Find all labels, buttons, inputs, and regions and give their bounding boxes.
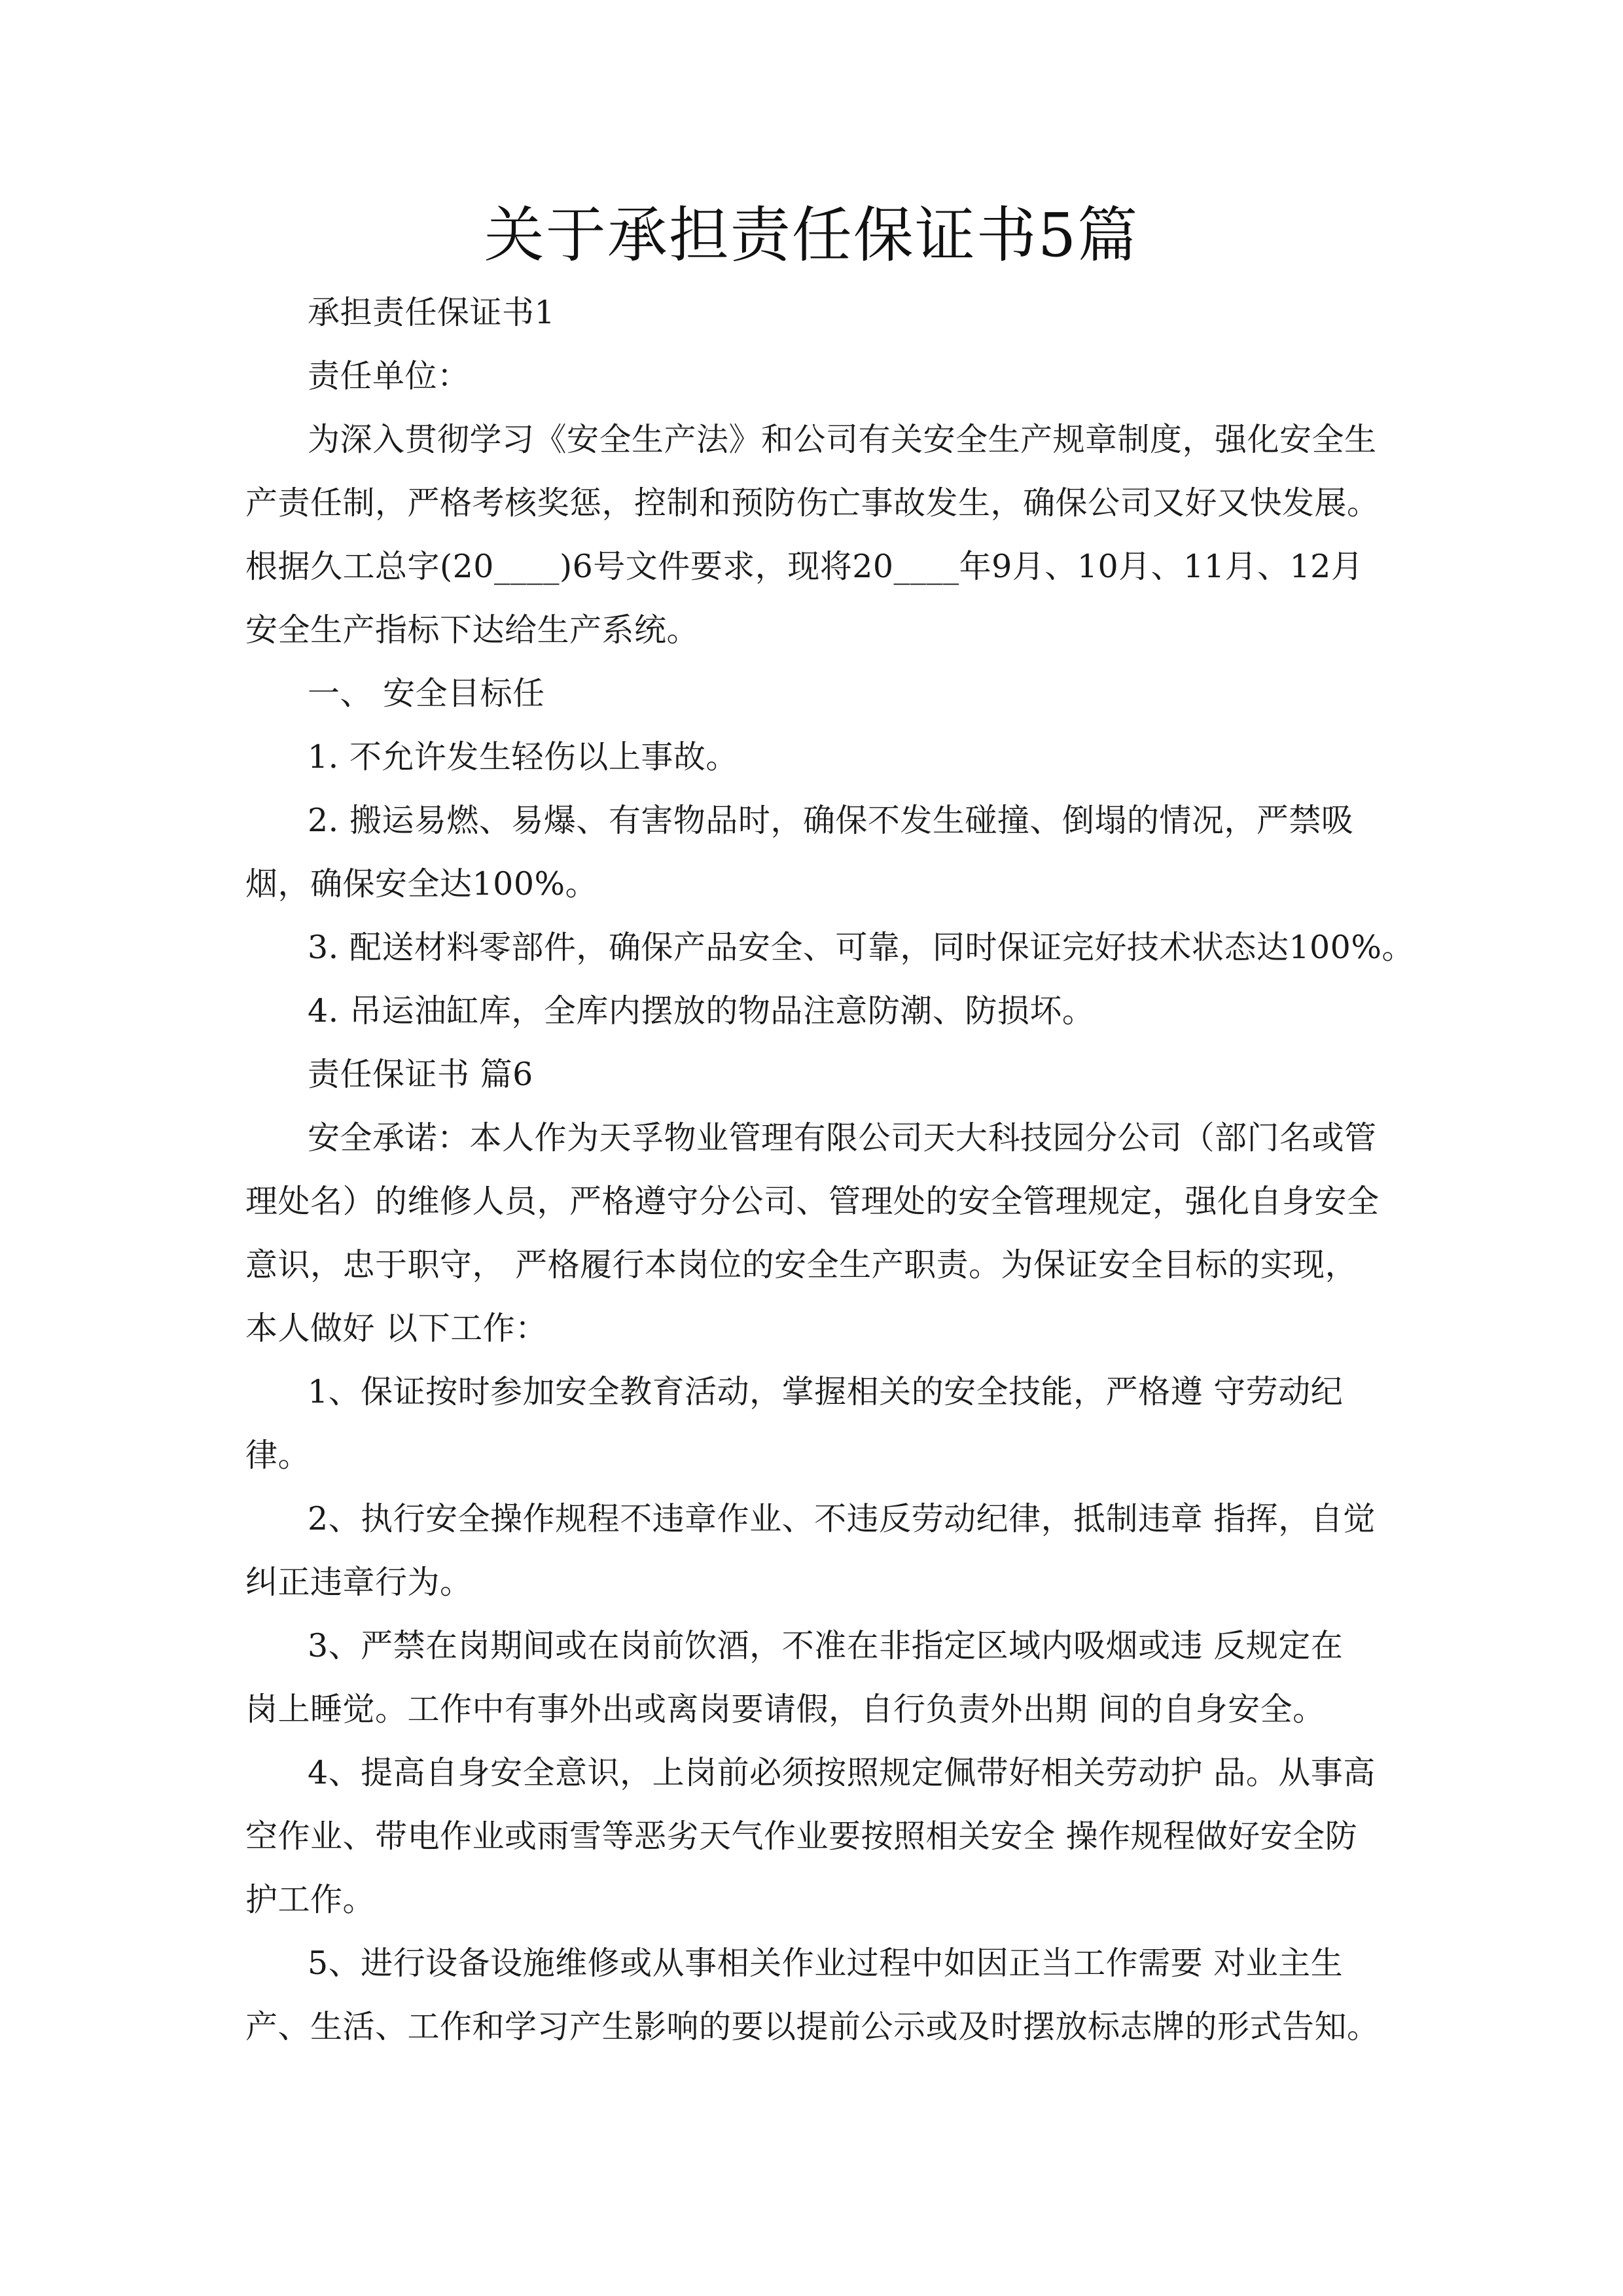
document-title: 关于承担责任保证书5篇 [484,200,1139,270]
paragraph-line: 为深入贯彻学习《安全生产法》和公司有关安全生产规章制度，强化安全生 [308,421,1377,458]
subsection-heading: 一、 安全目标任 [308,675,545,712]
paragraph-line: 安全承诺：本人作为天孚物业管理有限公司天大科技园分公司（部门名或管 [308,1119,1377,1157]
list-item-continuation: 烟，确保安全达100%。 [245,865,598,903]
list-item: 3. 配送材料零部件，确保产品安全、可靠，同时保证完好技术状态达100%。 [308,929,1414,966]
list-item: 1、保证按时参加安全教育活动，掌握相关的安全技能，严格遵 守劳动纪 [308,1373,1344,1410]
list-item: 1. 不允许发生轻伤以上事故。 [308,738,738,776]
paragraph-line: 本人做好 以下工作： [245,1310,548,1347]
list-item-continuation: 岗上睡觉。工作中有事外出或离岗要请假，自行负责外出期 间的自身安全。 [245,1691,1325,1728]
paragraph-line: 安全生产指标下达给生产系统。 [245,611,700,649]
section-heading-1: 承担责任保证书1 [308,294,556,331]
list-item-continuation: 产、生活、工作和学习产生影响的要以提前公示或及时摆放标志牌的形式告知。 [245,2008,1380,2045]
list-item-continuation: 空作业、带电作业或雨雪等恶劣天气作业要按照相关安全 操作规程做好安全防 [245,1818,1358,1855]
paragraph-line: 产责任制，严格考核奖惩，控制和预防伤亡事故发生，确保公司又好又快发展。 [245,484,1380,522]
section-heading-6: 责任保证书 篇6 [308,1056,533,1093]
list-item: 2、执行安全操作规程不违章作业、不违反劳动纪律，抵制违章 指挥，自觉 [308,1500,1376,1537]
list-item-continuation: 护工作。 [245,1881,376,1918]
responsible-unit-label: 责任单位： [308,357,470,395]
paragraph-line: 意识，忠于职守， 严格履行本岗位的安全生产职责。为保证安全目标的实现， [245,1246,1358,1283]
list-item: 5、进行设备设施维修或从事相关作业过程中如因正当工作需要 对业主生 [308,1945,1344,1982]
paragraph-line: 理处名）的维修人员，严格遵守分公司、管理处的安全管理规定，强化自身安全 [245,1183,1380,1220]
list-item-continuation: 律。 [245,1437,311,1474]
list-item: 4. 吊运油缸库，全库内摆放的物品注意防潮、防损坏。 [308,992,1095,1030]
list-item: 2. 搬运易燃、易爆、有害物品时，确保不发生碰撞、倒塌的情况，严禁吸 [308,802,1354,839]
list-item: 3、严禁在岗期间或在岗前饮酒，不准在非指定区域内吸烟或违 反规定在 [308,1627,1344,1664]
list-item: 4、提高自身安全意识，上岗前必须按照规定佩带好相关劳动护 品。从事高 [308,1754,1376,1791]
list-item-continuation: 纠正违章行为。 [245,1564,473,1601]
paragraph-line: 根据久工总字(20____)6号文件要求，现将20____年9月、10月、11月、12月 [245,548,1364,585]
